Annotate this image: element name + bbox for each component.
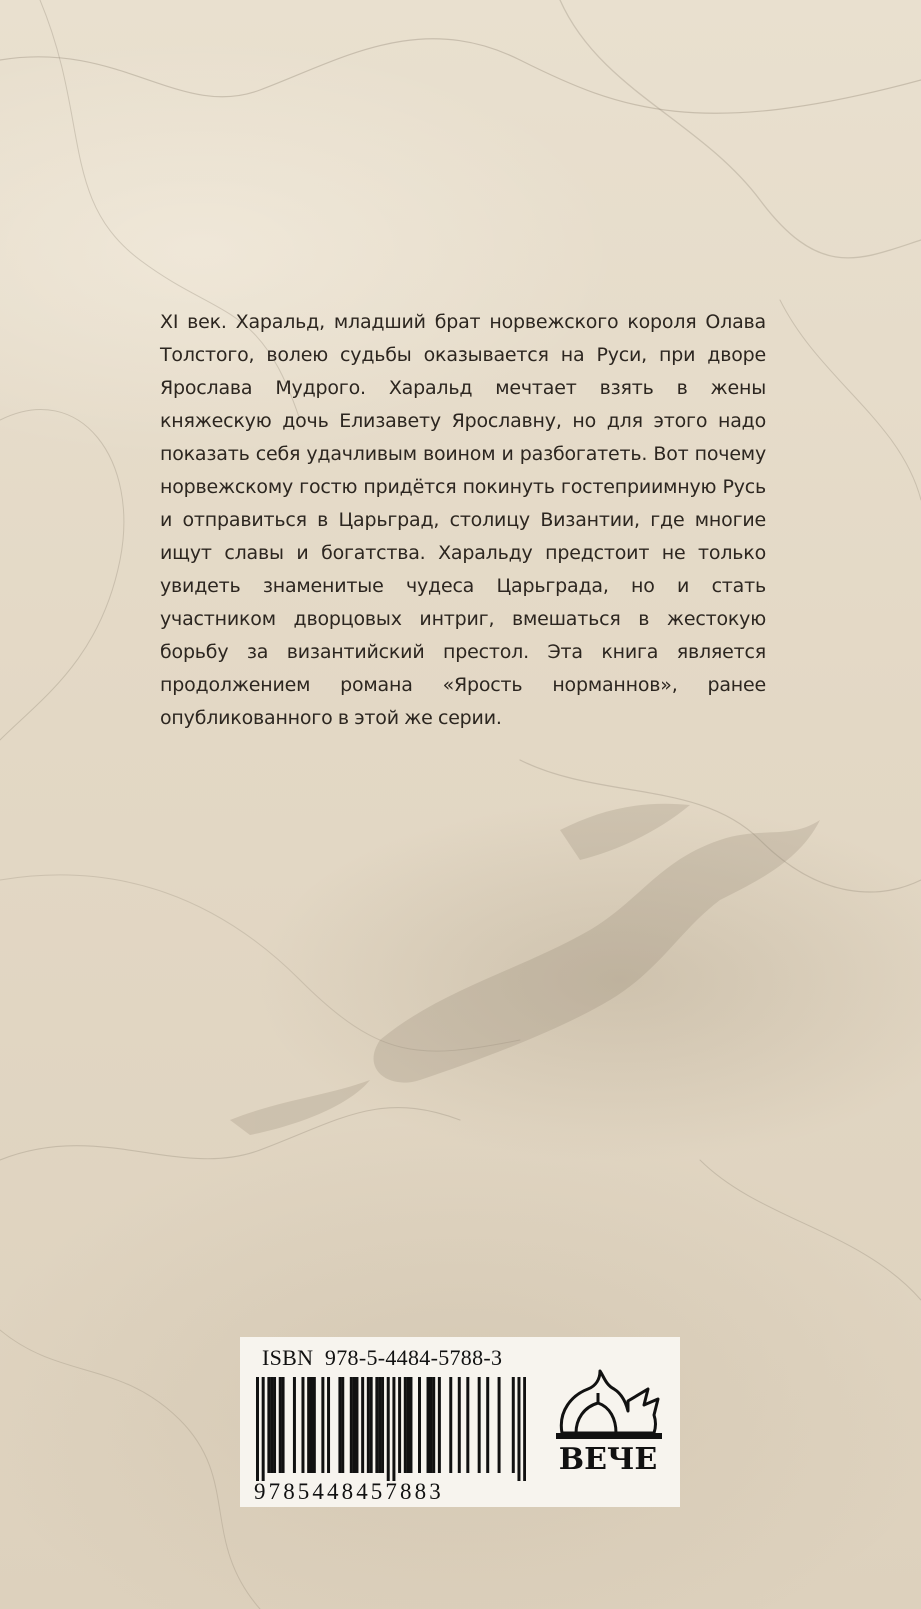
barcode-bar xyxy=(293,1377,296,1473)
book-description: XI век. Харальд, младший брат норвежского короля Олава Толстого, волею судьбы оказывается на Руси, при дворе Ярослава Мудрого. Харальд мечтает взять в жены княжескую дочь Елизавету Ярославну, но для этого надо показать себя удачливым воином и разбогатеть. Вот почему норвежскому гостю придётся покинуть гостеприимную Русь и отправиться в Царьград, столицу Византии, где многие ищут славы и богатства. Харальду предстоит не только увидеть знаменитые чудеса Царьграда, но и стать участником дворцовых интриг, вмешаться в жестокую борьбу за византийский престол. Эта книга является продолжением романа «Ярость норманнов», ранее опубликованного в этой же серии. xyxy=(160,311,766,729)
barcode-digits: 9785448457883 xyxy=(254,1479,444,1504)
barcode-bar xyxy=(310,1377,313,1473)
barcode-bar xyxy=(381,1377,384,1473)
barcode-bar xyxy=(327,1377,330,1473)
barcode-bar xyxy=(353,1377,356,1473)
barcode-bar xyxy=(375,1377,378,1473)
barcode-bar xyxy=(409,1377,412,1473)
barcode-bar xyxy=(427,1377,430,1473)
barcode-bar xyxy=(392,1377,395,1481)
barcode-bar xyxy=(279,1377,282,1473)
barcode-bar xyxy=(341,1377,344,1473)
barcode-bar xyxy=(432,1377,435,1473)
barcode-bar xyxy=(404,1377,407,1473)
barcode-bar xyxy=(321,1377,324,1473)
barcode-bar xyxy=(256,1377,259,1481)
barcode-bar xyxy=(398,1377,401,1473)
barcode-bar xyxy=(313,1377,316,1473)
barcode-bar xyxy=(418,1377,421,1473)
barcode-bar xyxy=(523,1377,526,1481)
barcode-bar xyxy=(301,1377,304,1473)
barcode-bar xyxy=(512,1377,515,1473)
barcode-bar xyxy=(355,1377,358,1473)
barcode-bar xyxy=(270,1377,273,1473)
barcode-bar xyxy=(438,1377,441,1473)
veche-logo-text: ВЕЧЕ xyxy=(558,1442,658,1477)
barcode-bar xyxy=(338,1377,341,1473)
barcode-bar xyxy=(267,1377,270,1473)
barcode-bar xyxy=(273,1377,276,1473)
barcode-bar xyxy=(429,1377,432,1473)
barcode-bar xyxy=(458,1377,461,1473)
barcode-bar xyxy=(517,1377,520,1481)
isbn-barcode-panel xyxy=(240,1337,680,1507)
barcode-bar xyxy=(282,1377,285,1473)
barcode-bar xyxy=(262,1377,265,1481)
barcode-bar xyxy=(361,1377,364,1473)
barcode-bar xyxy=(449,1377,452,1473)
barcode-bar xyxy=(478,1377,481,1473)
barcode xyxy=(256,1377,526,1481)
barcode-bar xyxy=(486,1377,489,1473)
veche-church-dome-logo-icon xyxy=(550,1359,666,1479)
barcode-bar xyxy=(350,1377,353,1473)
barcode-bar xyxy=(307,1377,310,1473)
barcode-bar xyxy=(498,1377,501,1473)
barcode-bar xyxy=(466,1377,469,1473)
isbn-number: ISBN 978-5-4484-5788-3 xyxy=(262,1345,503,1370)
barcode-bar xyxy=(407,1377,410,1473)
barcode-bar xyxy=(387,1377,390,1481)
barcode-bar xyxy=(378,1377,381,1473)
barcode-bar xyxy=(367,1377,370,1473)
barcode-bar xyxy=(370,1377,373,1473)
